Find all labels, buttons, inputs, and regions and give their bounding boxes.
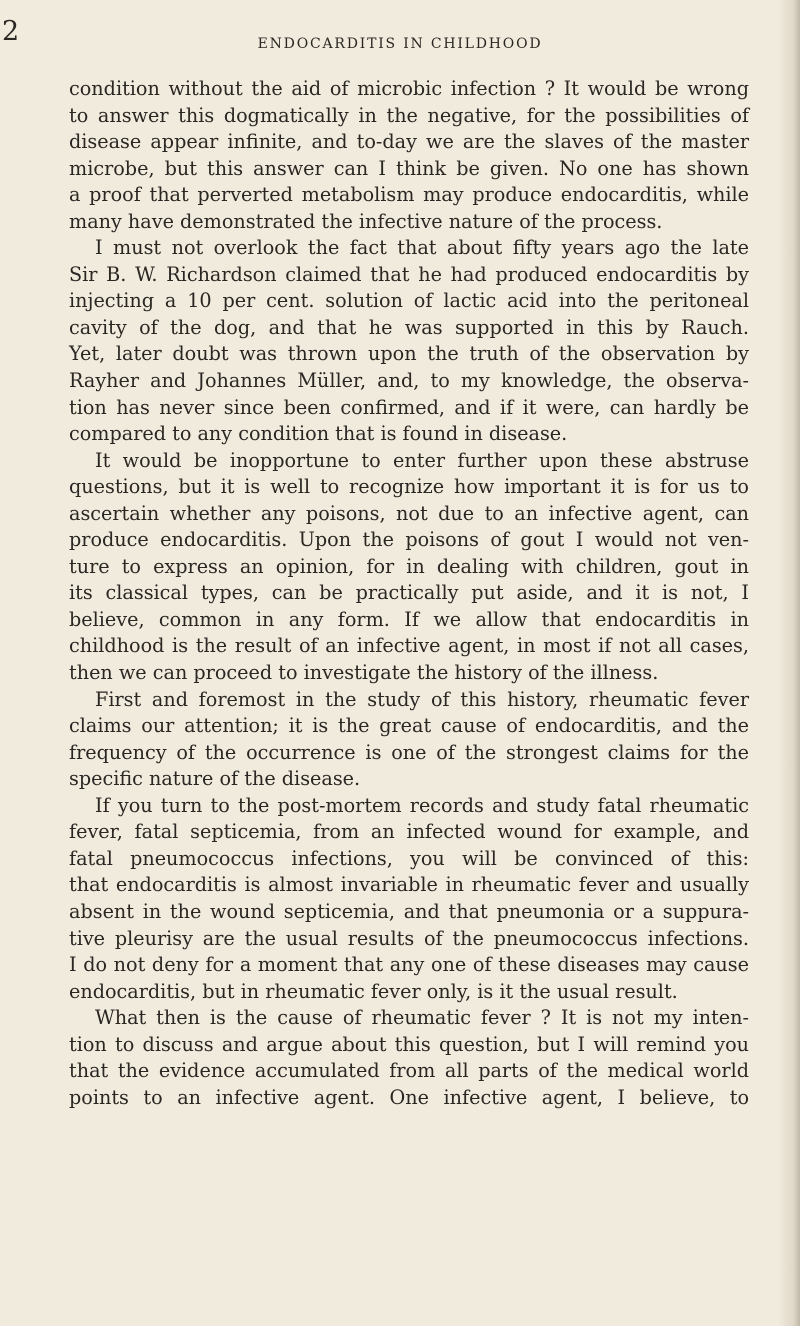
body-text [69, 76, 749, 1111]
text-line: tion to discuss and argue about this question, but I will remind you [69, 1032, 749, 1056]
text-line: tion has never since been confirmed, and if it were, can hardly be [69, 395, 749, 419]
text-line: microbe, but this answer can I think be given. No one has shown [69, 156, 749, 180]
text-line: absent in the wound septicemia, and that pneumonia or a suppura- [69, 899, 749, 923]
text-line: points to an infective agent. One infective agent, I believe, to [69, 1085, 749, 1109]
page-edge-shadow [778, 0, 800, 1326]
text-line: First and foremost in the study of this history, rheumatic fever [95, 687, 749, 711]
text-line: tive pleurisy are the usual results of the pneumococcus infections. [69, 926, 749, 950]
text-line: I must not overlook the fact that about fifty years ago the late [95, 236, 749, 260]
text-line: It would be inopportune to enter further upon these abstruse [95, 448, 749, 472]
text-line: specific nature of the disease. [69, 767, 361, 791]
text-line: that endocarditis is almost invariable in rheumatic fever and usually [69, 873, 749, 897]
text-line: Rayher and Johannes Müller, and, to my knowledge, the observa- [69, 369, 749, 393]
text-line: fever, fatal septicemia, from an infected wound for example, and [69, 820, 749, 844]
text-line: questions, but it is well to recognize how important it is for us to [69, 475, 749, 499]
text-line: believe, common in any form. If we allow that endocarditis in [69, 607, 749, 631]
text-line: cavity of the dog, and that he was supported in this by Rauch. [69, 315, 749, 339]
running-head: ENDOCARDITIS IN CHILDHOOD [257, 36, 543, 52]
text-line: claims our attention; it is the great cause of endocarditis, and the [69, 714, 749, 738]
text-line: a proof that perverted metabolism may produce endocarditis, while [69, 183, 749, 207]
text-line: compared to any condition that is found in disease. [69, 422, 568, 446]
text-line: to answer this dogmatically in the negative, for the possibilities of [69, 103, 749, 127]
text-line: What then is the cause of rheumatic fever ? It is not my inten- [95, 1006, 749, 1030]
text-line: frequency of the occurrence is one of the strongest claims for the [69, 740, 749, 764]
text-line: If you turn to the post-mortem records and study fatal rheumatic [95, 793, 749, 817]
text-line: ascertain whether any poisons, not due to an infective agent, can [69, 501, 749, 525]
text-line: condition without the aid of microbic infection ? It would be wrong [69, 77, 749, 100]
text-line: ture to express an opinion, for in dealing with children, gout in [69, 554, 749, 578]
text-line: fatal pneumococcus infections, you will be convinced of this: [69, 846, 749, 870]
text-line: that the evidence accumulated from all parts of the medical world [69, 1059, 749, 1083]
text-line: disease appear infinite, and to-day we are the slaves of the master [69, 130, 749, 154]
text-line: Sir B. W. Richardson claimed that he had produced endocarditis by [69, 262, 749, 286]
text-line: its classical types, can be practically put aside, and it is not, I [69, 581, 749, 605]
text-line: childhood is the result of an infective agent, in most if not all cases, [69, 634, 749, 658]
text-line: I do not deny for a moment that any one of these diseases may cause [69, 953, 749, 977]
text-line: produce endocarditis. Upon the poisons of gout I would not ven- [69, 528, 749, 552]
page-number: 2 [2, 16, 20, 47]
text-line: injecting a 10 per cent. solution of lactic acid into the peritoneal [69, 289, 749, 313]
text-line: endocarditis, but in rheumatic fever only, is it the usual result. [69, 979, 678, 1003]
text-line: then we can proceed to investigate the history of the illness. [69, 661, 659, 685]
text-line: Yet, later doubt was thrown upon the truth of the observation by [69, 342, 749, 366]
text-line: many have demonstrated the infective nature of the process. [69, 209, 663, 233]
